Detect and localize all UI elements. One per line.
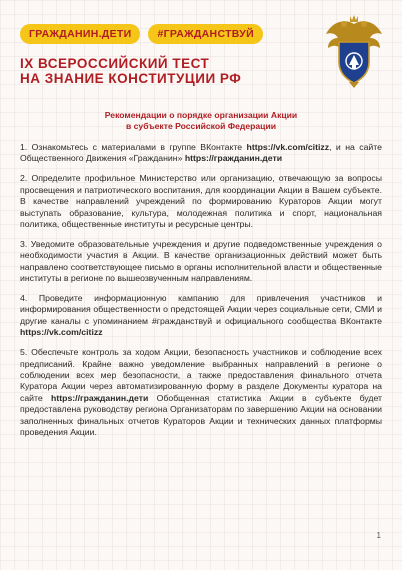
subtitle-line-2: в субъекте Российской Федерации <box>125 121 277 131</box>
document-body <box>20 142 382 447</box>
paragraph-3: 3. Уведомите образовательные учреждения и другие подведомственные учреждения о необходимости участия в Акции. В качестве организационных действий может быть направлено соответствующее письмо в органы исполнительной власти и общественные институты в регионе по вышеозвученным направлениям. <box>20 238 382 284</box>
tag-hashtag[interactable]: #ГРАЖДАНСТВУЙ <box>148 24 263 44</box>
paragraph-2: 2. Определите профильное Министерство или организацию, отвечающую за вопросы просвещения и патриотического воспитания, для координации Акции в Вашем субъекте. В качестве направлений учреждений по формированию Кураторов Акции могут выступать образование, культура, молодежная политика и спорт, национальная политика, общественные институты и ресурсные центры. <box>20 173 382 229</box>
title-line-2: НА ЗНАНИЕ КОНСТИТУЦИИ РФ <box>20 71 242 86</box>
title-line-1: IX ВСЕРОССИЙСКИЙ ТЕСТ <box>20 56 210 71</box>
ministry-emblem-icon <box>322 12 386 90</box>
paragraph-5: 5. Обеспечьте контроль за ходом Акции, безопасность участников и соблюдение всех предписаний. Крайне важно уведомление выбранных направлений в регионе о соблюдении всех мер безопасности, а также предоставления финального отчета Куратора Акции через автоматизированную форму в разделе Документы куратора на сайте https://гражданин.дети Обобщенная статистика Акции в субъекте будет предоставлена руководству региона Организаторам по завершению Акции на основании заполненных финальных отчетов Кураторов Акции и технических данных платформы проведения Акции. <box>20 347 383 437</box>
page-title <box>20 56 241 86</box>
page-number: 1 <box>376 531 381 540</box>
paragraph-4: 4. Проведите информационную кампанию для привлечения участников и информирования общественности о предстоящей Акции через социальные сети, СМИ и другие каналы с упоминанием #гражданствуй и официального сообщества ВКонтакте https://vk.com/citizz <box>20 292 382 338</box>
site-link[interactable]: https://гражданин.дети <box>184 153 283 164</box>
vk-link[interactable]: https://vk.com/citizz <box>20 327 103 338</box>
subtitle-line-1: Рекомендации о порядке организации Акции <box>104 110 298 120</box>
header-tags <box>20 24 263 44</box>
vk-link[interactable]: https://vk.com/citizz <box>246 142 330 152</box>
paragraph-1: 1. Ознакомьтесь с материалами в группе ВКонтакте https://vk.com/citizz, и на сайте Общественного Движения «Гражданин» https://гражданин.дети <box>20 142 382 164</box>
site-link[interactable]: https://гражданин.дети <box>51 392 149 403</box>
tag-site[interactable]: ГРАЖДАНИН.ДЕТИ <box>20 24 140 44</box>
document-subtitle <box>0 110 402 132</box>
